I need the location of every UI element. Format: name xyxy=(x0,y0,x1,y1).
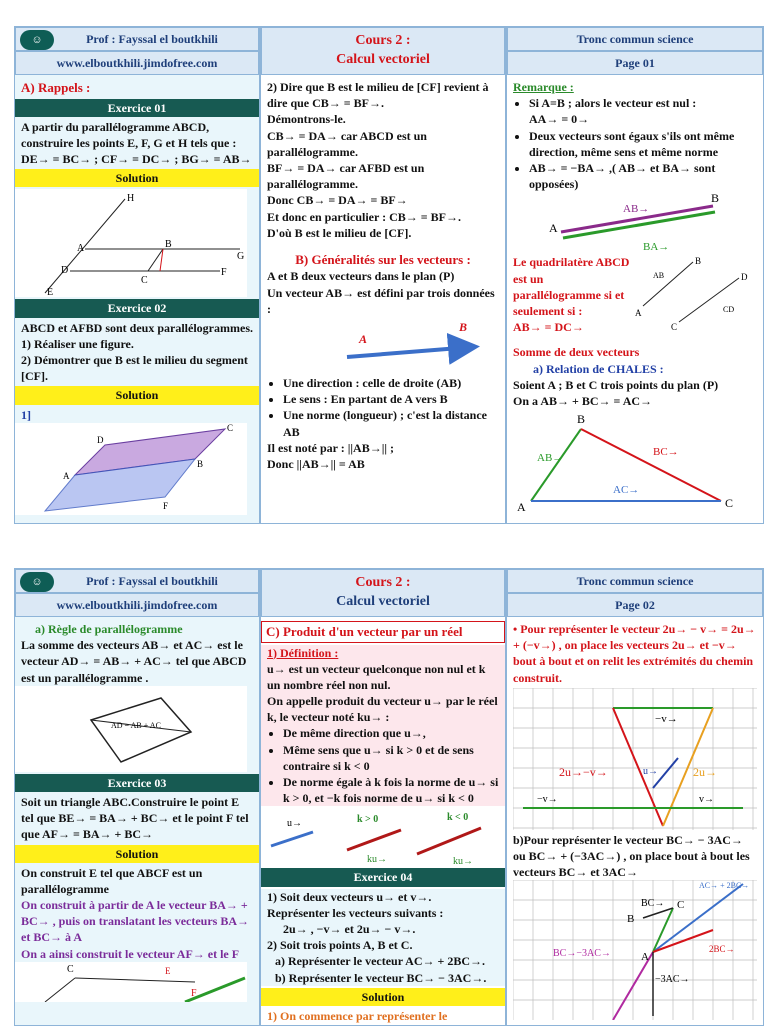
fig-ku-pos: ku→ xyxy=(367,854,387,866)
eq-label-c: C xyxy=(671,322,678,333)
solution-label: Solution xyxy=(15,169,259,187)
prof-name: Prof : Fayssal el boutkhili xyxy=(86,32,218,46)
figure-opposite-vectors xyxy=(513,192,757,254)
fig2-label-f: F xyxy=(163,500,169,511)
grid2-ac-plus-2bc: AC→ + 2BC→ xyxy=(699,881,750,891)
exercise-04-title: Exercice 04 xyxy=(261,868,505,886)
ex3-fig-label-e: E xyxy=(165,965,171,976)
grid1-2u: 2u→ xyxy=(693,764,717,779)
proof-line-2: CB→ = DA→ car ABCD est un parallélogramme. xyxy=(267,128,427,159)
proof-line-4: Donc CB→ = DA→ = BF→ xyxy=(267,193,408,208)
regle-title: a) Règle de parallélogramme xyxy=(35,622,183,636)
vector-label-b: B xyxy=(459,319,468,334)
figure-two-parallelograms xyxy=(15,423,247,515)
ex3-solution-2: On construit à partir de A le vecteur BA→ + BC→ , puis on translatant les vecteurs BA→ et BC→ à A xyxy=(21,898,250,945)
q1-label: 1] xyxy=(21,407,31,422)
grid2-bc: BC→ xyxy=(641,898,665,910)
ex3-solution-3: On a ainsi construit le vecteur AF→ et le F xyxy=(21,946,240,961)
property-norme: • Une norme (longueur) ; c'est la distance AB xyxy=(283,407,499,439)
figure-ex3 xyxy=(15,962,247,1002)
page-01 xyxy=(14,26,764,524)
logo-icon: ☺ xyxy=(20,30,54,50)
fig2-label-b: B xyxy=(197,458,204,469)
generalites-line-2: Un vecteur AB→ est défini par trois données : xyxy=(267,285,495,316)
page1-column-2 xyxy=(261,75,505,523)
prof-cell xyxy=(15,27,259,51)
prof-cell-2 xyxy=(15,569,259,593)
ex4-line-4: 2) Soit trois points A, B et C. xyxy=(267,938,413,953)
figure-equal-vectors xyxy=(633,254,757,334)
remark-equal-vectors: • Deux vecteurs sont égaux s'ils ont même direction, même sens et même norme xyxy=(529,128,757,160)
regle-text: La somme des vecteurs AB→ et AC→ est le vecteur AD→ = AB→ + AC→ tel que ABCD est un parallélogramme . xyxy=(21,638,247,685)
exercise-01-text: A partir du parallélogramme ABCD, construire les points E, F, G et H tels que : DE→ = BC→ ; CF→ = DC→ ; BG→ = AB→ xyxy=(21,119,252,167)
page-number-2: Page 02 xyxy=(507,593,763,617)
vector-ab-figure xyxy=(267,317,499,369)
exercise-02-q1: 1) Réaliser une figure. xyxy=(21,336,134,351)
chasles-line-2: On a AB→ + BC→ = AC→ xyxy=(513,393,653,408)
norm-line-1: Il est noté par : ||AB→|| ; xyxy=(267,440,395,455)
grid1-2u-minus-v: 2u→−v→ xyxy=(559,764,608,779)
course-title-cell-2 xyxy=(261,569,505,617)
level-label-2: Tronc commun science xyxy=(507,569,763,593)
def-sens: • Même sens que u→ si k > 0 et de sens contraire si k < 0 xyxy=(283,742,499,774)
figure-scalar-product xyxy=(267,806,499,866)
tri-label-c: C xyxy=(725,496,734,511)
course-title-cell xyxy=(261,27,505,75)
remarque-title: Remarque : xyxy=(513,80,574,94)
website-link-2[interactable]: www.elboutkhili.jimdofree.com xyxy=(15,593,259,617)
ex4-line-5: a) Représenter le vecteur AC→ + 2BC→. xyxy=(275,954,486,969)
fig2-label-c: C xyxy=(227,422,234,433)
q2-intro: 2) Dire que B est le milieu de [CF] revient à dire que CB→ = BF→. xyxy=(267,80,489,111)
level-label: Tronc commun science xyxy=(507,27,763,51)
grid1-v: v→ xyxy=(699,793,714,805)
parallelogram-condition-block xyxy=(513,254,757,344)
fig1-label-c: C xyxy=(141,275,148,287)
fig1-label-g: G xyxy=(237,251,245,263)
fig1-label-f: F xyxy=(221,267,227,279)
ex4-line-2: Représenter les vecteurs suivants : xyxy=(267,905,444,920)
proof-line-5: Et donc en particulier : CB→ = BF→. xyxy=(267,209,461,224)
generalites-line-1: A et B deux vecteurs dans le plan (P) xyxy=(267,269,455,284)
fig2-label-a: A xyxy=(63,470,70,481)
def-direction: • De même direction que u→, xyxy=(283,725,499,741)
course-number: Cours 2 : xyxy=(355,33,411,48)
page1-column-3 xyxy=(507,75,763,523)
fig-k-pos: k > 0 xyxy=(357,814,379,826)
property-direction: • Une direction : celle de droite (AB) xyxy=(283,375,499,391)
exercise-03-title: Exercice 03 xyxy=(15,774,259,792)
course-title: Calcul vectoriel xyxy=(336,51,430,67)
fig1-label-e: E xyxy=(47,287,54,298)
exercise-02-q2: 2) Démontrer que B est le milieu du segment [CF]. xyxy=(21,353,248,384)
page2-column-3 xyxy=(507,617,763,1025)
def-norme: • De norme égale à k fois la norme de u→ si k > 0, et −k fois norme de u→ si k < 0 xyxy=(283,774,499,806)
fig1-label-h: H xyxy=(127,193,135,205)
chasles-title: a) Relation de CHALES : xyxy=(533,361,664,376)
fig-ab-vec-ab: AB→ xyxy=(623,203,650,216)
ex4-line-6: b) Représenter le vecteur BC→ − 3AC→. xyxy=(275,970,487,985)
grid2-2bc: 2BC→ xyxy=(709,944,735,955)
exercise-02-title: Exercice 02 xyxy=(15,299,259,317)
fig-ab-label-a: A xyxy=(549,221,558,236)
ex3-fig-label-c: C xyxy=(67,963,74,975)
figure-parallelogram-construction xyxy=(15,189,247,297)
figure-chasles-triangle xyxy=(513,409,757,513)
grid2-neg-3ac: −3AC→ xyxy=(655,974,690,986)
grid1-neg-v-2: −v→ xyxy=(537,793,558,805)
website-link[interactable]: www.elboutkhili.jimdofree.com xyxy=(15,51,259,75)
fig-ab-label-b: B xyxy=(711,192,720,206)
page-header xyxy=(15,27,763,75)
grid-figure-1 xyxy=(513,688,757,830)
solution-label-2: Solution xyxy=(15,386,259,404)
definition-block xyxy=(261,645,505,807)
ex4-line-3: 2u→ , −v→ et 2u→ − v→. xyxy=(283,921,416,936)
grid2-a: A xyxy=(641,951,649,964)
grid2-bc-minus-3ac: BC→−3AC→ xyxy=(553,948,611,960)
exercise-02-text: ABCD et AFBD sont deux parallélogrammes. xyxy=(21,320,253,335)
definition-text-2: On appelle produit du vecteur u→ par le réel k, le vecteur noté ku→ : xyxy=(267,694,498,725)
exercise-04-block xyxy=(261,889,505,986)
fig-ku-neg: ku→ xyxy=(453,856,473,867)
quad-equality: AB→ = DC→ xyxy=(513,320,584,335)
proof-line-6: D'où B est le milieu de [CF]. xyxy=(267,225,412,240)
chasles-line-1: Soient A ; B et C trois points du plan (P) xyxy=(513,377,719,392)
page-02 xyxy=(14,568,764,1026)
represent-2u-minus-v: • Pour représenter le vecteur 2u→ − v→ = 2u→ + (−v→) , on place les vecteurs 2u→ et −v→ bout à bout et on relit les extrémités du chemin construit. xyxy=(513,622,756,685)
grid-figure-2 xyxy=(513,880,757,1020)
represent-bc-minus-3ac: b)Pour représenter le vecteur BC→ − 3AC→ ou BC→ + (−3AC→) , on place bout à bout les vecteurs BC→ et 3AC→ xyxy=(513,832,750,880)
quad-condition: Le quadrilatère ABCD est un parallélogramme si et seulement si : xyxy=(513,255,630,318)
eq-label-ab: AB xyxy=(653,271,665,281)
page-header-2 xyxy=(15,569,763,617)
fig2-label-d: D xyxy=(97,434,104,445)
tri-vec-ac: AC→ xyxy=(613,484,640,497)
remark-null-vector: • Si A=B ; alors le vecteur est nul : AA→ = 0→ xyxy=(529,95,757,127)
tri-vec-ab: AB→ xyxy=(537,452,564,465)
eq-label-d: D xyxy=(741,272,748,283)
grid2-b: B xyxy=(627,913,635,926)
section-produit: C) Produit d'un vecteur par un réel xyxy=(261,621,505,643)
proof-line-1: Démontrons-le. xyxy=(267,112,346,127)
figure-parallelogram-rule xyxy=(15,686,247,772)
tri-label-a: A xyxy=(517,500,526,514)
exercise-01-title: Exercice 01 xyxy=(15,99,259,117)
page2-column-2 xyxy=(261,617,505,1025)
proof-line-3: BF→ = DA→ car AFBD est un parallélogramme. xyxy=(267,160,425,192)
ex4-solution-1: 1) On commence par représenter le xyxy=(267,1008,448,1023)
norm-line-2: Donc ||AB→|| = AB xyxy=(267,456,365,471)
eq-label-cd: CD xyxy=(723,305,735,315)
vector-properties-list xyxy=(267,375,499,440)
course-title-2: Calcul vectoriel xyxy=(336,593,430,609)
grid1-u: u→ xyxy=(643,765,658,777)
fig-u: u→ xyxy=(287,818,302,830)
solution-label-4: Solution xyxy=(261,988,505,1006)
prof-name-2: Prof : Fayssal el boutkhili xyxy=(86,574,218,588)
eq-label-b: B xyxy=(695,256,702,267)
eq-label-a: A xyxy=(635,308,642,319)
logo-icon: ☺ xyxy=(20,572,54,592)
solution-label-3: Solution xyxy=(15,845,259,863)
fig1-label-b: B xyxy=(165,239,172,251)
vector-label-a: A xyxy=(359,331,368,346)
tri-vec-bc: BC→ xyxy=(653,446,679,459)
remark-opposite: • AB→ = −BA→ ,( AB→ et BA→ sont opposées) xyxy=(529,160,757,192)
grid1-neg-v: −v→ xyxy=(655,712,678,725)
tri-label-b: B xyxy=(577,412,586,427)
grid2-c: C xyxy=(677,899,685,912)
section-generalites: B) Généralités sur les vecteurs : xyxy=(295,251,471,267)
section-rappels: A) Rappels : xyxy=(21,80,91,95)
course-number-2: Cours 2 : xyxy=(355,575,411,590)
fig-k-neg: k < 0 xyxy=(447,812,469,824)
fig1-label-a: A xyxy=(77,243,85,255)
definition-title: 1) Définition : xyxy=(267,645,339,660)
ex3-fig-label-f: F xyxy=(191,987,197,999)
page1-column-1 xyxy=(15,75,259,523)
ex4-line-1: 1) Soit deux vecteurs u→ et v→. xyxy=(267,889,432,904)
definition-text-1: u→ est un vecteur quelconque non nul et k un nombre réel non nul. xyxy=(267,661,486,692)
fig1-label-d: D xyxy=(61,265,69,277)
ex3-solution-1: On construit E tel que ABCF est un parallélogramme xyxy=(21,865,203,896)
exercise-03-text: Soit un triangle ABC.Construire le point E tel que BE→ = BA→ + BC→ et le point F tel que AF→ = BA→ + BC→ xyxy=(21,794,249,842)
page2-column-1 xyxy=(15,617,259,1025)
property-sens: • Le sens : En partant de A vers B xyxy=(283,391,499,407)
page-number: Page 01 xyxy=(507,51,763,75)
fig-ab-vec-ba: BA→ xyxy=(643,241,670,254)
somme-title: Somme de deux vecteurs xyxy=(513,345,640,360)
rule-fig-label: AD = AB + AC xyxy=(111,720,161,730)
